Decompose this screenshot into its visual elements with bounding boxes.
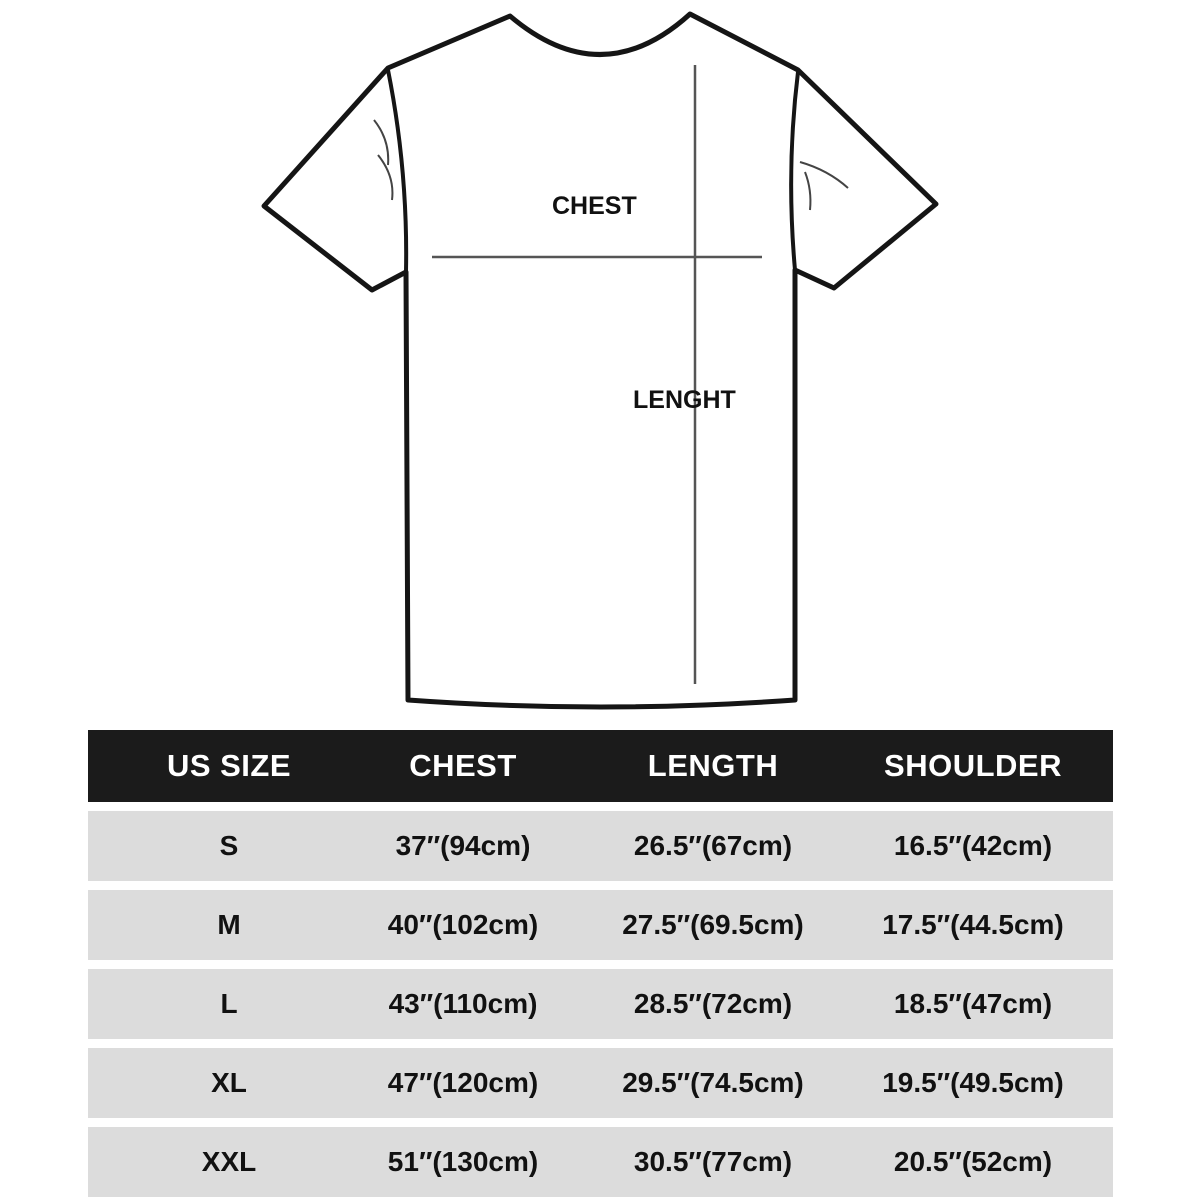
length-cell: 28.5″(72cm) xyxy=(633,988,793,1019)
length-cell: 30.5″(77cm) xyxy=(633,1146,793,1177)
shoulder-cell: 19.5″(49.5cm) xyxy=(882,1067,1064,1098)
length-cell: 29.5″(74.5cm) xyxy=(622,1067,804,1098)
length-cell: 26.5″(67cm) xyxy=(633,830,793,861)
chest-label: CHEST xyxy=(552,192,637,220)
size-table xyxy=(88,730,1113,1197)
length-cell: 27.5″(69.5cm) xyxy=(622,909,804,940)
shoulder-cell: 20.5″(52cm) xyxy=(893,1146,1053,1177)
size-cell: M xyxy=(217,909,241,940)
shoulder-cell: 16.5″(42cm) xyxy=(893,830,1053,861)
size-cell: XXL xyxy=(201,1146,257,1177)
table-row xyxy=(88,1127,1113,1197)
header-shoulder: SHOULDER xyxy=(884,748,1062,783)
table-row xyxy=(88,890,1113,960)
chest-cell: 43″(110cm) xyxy=(388,988,538,1019)
length-label: LENGHT xyxy=(633,386,736,414)
tshirt-outline xyxy=(264,14,936,707)
shoulder-cell: 17.5″(44.5cm) xyxy=(882,909,1064,940)
chest-cell: 47″(120cm) xyxy=(387,1067,539,1098)
table-row xyxy=(88,1048,1113,1118)
table-header xyxy=(88,730,1113,802)
header-chest: CHEST xyxy=(409,748,517,783)
header-us-size: US SIZE xyxy=(166,748,292,783)
size-cell: XL xyxy=(211,1067,247,1098)
header-length: LENGTH xyxy=(647,748,779,783)
chest-cell: 51″(130cm) xyxy=(387,1146,539,1177)
chest-cell: 40″(102cm) xyxy=(387,909,539,940)
chest-cell: 37″(94cm) xyxy=(395,830,531,861)
size-cell: S xyxy=(219,830,239,861)
size-cell: L xyxy=(220,988,238,1019)
shoulder-cell: 18.5″(47cm) xyxy=(893,988,1053,1019)
table-row xyxy=(88,969,1113,1039)
table-row xyxy=(88,811,1113,881)
